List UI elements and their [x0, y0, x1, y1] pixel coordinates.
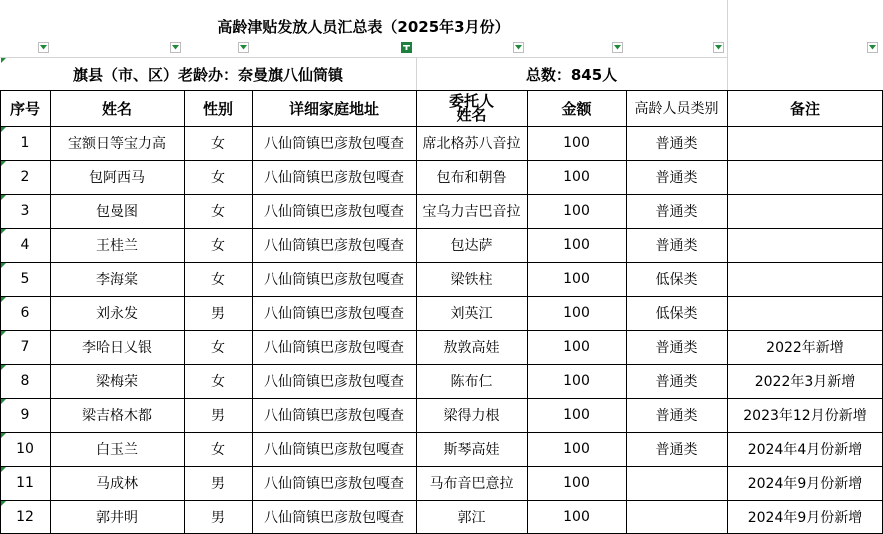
cell-seq[interactable]: 8 [20, 373, 30, 389]
cell-category[interactable] [626, 500, 727, 534]
cell-category[interactable]: 普通类 [655, 442, 698, 458]
cell-comment-marker [1, 399, 6, 404]
cell-amount[interactable]: 100 [563, 339, 590, 355]
border-line [252, 90, 253, 533]
cell-comment-marker [1, 467, 6, 472]
total-count: 总数：845人 [525, 65, 618, 84]
border-line [0, 262, 883, 263]
cell-address[interactable]: 八仙筒镇巴彦敖包嘎查 [264, 170, 404, 186]
border-line [184, 90, 185, 533]
cell-category[interactable]: 普通类 [655, 374, 698, 390]
cell-name[interactable]: 包阿西马 [89, 170, 145, 186]
cell-category[interactable]: 普通类 [655, 340, 698, 356]
cell-comment-marker [1, 263, 6, 268]
cell-name[interactable]: 刘永发 [96, 306, 138, 322]
header-name[interactable]: 姓名 [101, 99, 132, 118]
border-line [0, 364, 883, 365]
border-line [50, 90, 51, 533]
filter-dropdown-gender[interactable] [238, 42, 249, 53]
cell-agent[interactable]: 马布音巴意拉 [429, 476, 514, 492]
cell-agent[interactable]: 包达萨 [450, 238, 493, 254]
cell-comment-marker [1, 195, 6, 200]
cell-agent[interactable]: 郭江 [457, 510, 486, 526]
cell-remark[interactable] [727, 126, 883, 160]
cell-gender[interactable]: 男 [211, 476, 225, 492]
cell-agent[interactable]: 刘英江 [450, 306, 493, 322]
border-line [0, 126, 883, 127]
border-line [0, 330, 883, 331]
cell-amount[interactable]: 100 [563, 373, 590, 389]
cell-seq[interactable]: 2 [20, 169, 30, 185]
cell-seq[interactable]: 3 [20, 203, 30, 219]
cell-address[interactable]: 八仙筒镇巴彦敖包嘎查 [264, 476, 404, 492]
cell-remark[interactable] [727, 262, 883, 296]
header-seq[interactable]: 序号 [9, 99, 40, 118]
border-line [727, 90, 728, 533]
cell-address[interactable]: 八仙筒镇巴彦敖包嘎查 [264, 340, 404, 356]
filter-dropdown-remark[interactable] [867, 42, 878, 53]
cell-agent[interactable]: 席北格苏八音拉 [422, 136, 521, 152]
cell-name[interactable]: 梁吉格木都 [82, 408, 152, 424]
cell-name[interactable]: 梁梅荣 [96, 374, 138, 390]
cell-seq[interactable]: 11 [16, 475, 34, 491]
cell-agent[interactable]: 宝乌力吉巴音拉 [422, 204, 521, 220]
cell-address[interactable]: 八仙筒镇巴彦敖包嘎查 [264, 374, 404, 390]
border-line [0, 228, 883, 229]
cell-seq[interactable]: 10 [16, 441, 34, 457]
header-remark[interactable]: 备注 [789, 99, 820, 118]
cell-amount[interactable]: 100 [563, 169, 590, 185]
cell-remark[interactable] [727, 296, 883, 330]
cell-name[interactable]: 马成林 [96, 476, 138, 492]
cell-category[interactable]: 低保类 [655, 306, 698, 322]
header-category[interactable]: 高龄人员类别 [634, 101, 719, 117]
cell-address[interactable]: 八仙筒镇巴彦敖包嘎查 [264, 136, 404, 152]
cell-comment-marker [1, 58, 6, 63]
filter-dropdown-name[interactable] [170, 42, 181, 53]
cell-amount[interactable]: 100 [563, 441, 590, 457]
cell-name[interactable]: 李海棠 [96, 272, 138, 288]
cell-address[interactable]: 八仙筒镇巴彦敖包嘎查 [264, 510, 404, 526]
sheet-title: 高龄津贴发放人员汇总表（2025年3月份） [217, 17, 510, 36]
cell-comment-marker [1, 331, 6, 336]
cell-remark[interactable]: 2024年4月份新增 [747, 442, 863, 458]
header-amount[interactable]: 金额 [561, 99, 592, 118]
border-line [0, 500, 883, 501]
cell-remark[interactable]: 2024年9月份新增 [747, 510, 863, 526]
cell-gender[interactable]: 女 [211, 136, 225, 152]
cell-comment-marker [1, 365, 6, 370]
cell-comment-marker [1, 433, 6, 438]
cell-category[interactable] [626, 466, 727, 500]
cell-amount[interactable]: 100 [563, 271, 590, 287]
cell-agent[interactable]: 斯琴高娃 [443, 442, 500, 458]
cell-gender[interactable]: 女 [211, 272, 225, 288]
area-label: 旗县（市、区）老龄办：奈曼旗八仙筒镇 [72, 65, 343, 84]
cell-comment-marker [1, 229, 6, 234]
border-line [626, 90, 627, 533]
cell-address[interactable]: 八仙筒镇巴彦敖包嘎查 [264, 306, 404, 322]
cell-seq[interactable]: 12 [16, 509, 34, 525]
cell-name[interactable]: 宝额日等宝力高 [68, 136, 166, 152]
cell-seq[interactable]: 4 [20, 237, 30, 253]
cell-gender[interactable]: 男 [211, 510, 225, 526]
cell-seq[interactable]: 1 [20, 135, 30, 151]
cell-agent[interactable]: 陈布仁 [450, 374, 493, 390]
border-line [527, 90, 528, 533]
cell-address[interactable]: 八仙筒镇巴彦敖包嘎查 [264, 238, 404, 254]
cell-amount[interactable]: 100 [563, 203, 590, 219]
cell-comment-marker [1, 127, 6, 132]
cell-remark[interactable]: 2023年12月份新增 [743, 408, 867, 424]
filter-dropdown-seq[interactable] [38, 42, 49, 53]
cell-seq[interactable]: 7 [20, 339, 30, 355]
border-line [0, 398, 883, 399]
cell-agent[interactable]: 包布和朝鲁 [436, 170, 507, 186]
cell-name[interactable]: 王桂兰 [96, 238, 138, 254]
border-line [0, 160, 883, 161]
filter-dropdown-amount[interactable] [612, 42, 623, 53]
cell-agent[interactable]: 梁得力根 [443, 408, 500, 424]
header-agent-line1: 委托人 [448, 92, 494, 110]
cell-address[interactable]: 八仙筒镇巴彦敖包嘎查 [264, 204, 404, 220]
cell-comment-marker [1, 297, 6, 302]
cell-category[interactable]: 普通类 [655, 408, 698, 424]
border-line [0, 90, 1, 533]
header-address[interactable]: 详细家庭地址 [288, 99, 379, 118]
border-line [0, 296, 883, 297]
border-line [416, 90, 417, 533]
cell-address[interactable]: 八仙筒镇巴彦敖包嘎查 [264, 272, 404, 288]
cell-comment-marker [1, 161, 6, 166]
cell-gender[interactable]: 女 [211, 442, 225, 458]
cell-amount[interactable]: 100 [563, 407, 590, 423]
cell-gender[interactable]: 男 [211, 306, 225, 322]
cell-gender[interactable]: 女 [211, 204, 225, 220]
cell-amount[interactable]: 100 [563, 509, 590, 525]
cell-category[interactable]: 普通类 [655, 204, 698, 220]
cell-gender[interactable]: 女 [211, 238, 225, 254]
cell-remark[interactable]: 2022年新增 [766, 340, 844, 356]
cell-gender[interactable]: 男 [211, 408, 225, 424]
cell-address[interactable]: 八仙筒镇巴彦敖包嘎查 [264, 408, 404, 424]
border-line [0, 432, 883, 433]
cell-amount[interactable]: 100 [563, 305, 590, 321]
cell-name[interactable]: 郭井明 [96, 510, 138, 526]
cell-name[interactable]: 白玉兰 [96, 442, 138, 458]
cell-seq[interactable]: 6 [20, 305, 30, 321]
cell-name[interactable]: 李哈日乂银 [82, 340, 152, 356]
cell-category[interactable]: 普通类 [655, 136, 698, 152]
filter-dropdown-category[interactable] [713, 42, 724, 53]
cell-gender[interactable]: 女 [211, 340, 225, 356]
header-agent[interactable] [416, 90, 527, 126]
cell-amount[interactable]: 100 [563, 135, 590, 151]
cell-remark[interactable] [727, 194, 883, 228]
border-line [0, 194, 883, 195]
cell-remark[interactable] [727, 160, 883, 194]
filter-dropdown-agent[interactable] [513, 42, 524, 53]
cell-gender[interactable]: 女 [211, 374, 225, 390]
cell-agent[interactable]: 敖敦高娃 [443, 340, 500, 356]
cell-amount[interactable]: 100 [563, 237, 590, 253]
cell-agent[interactable]: 梁铁柱 [450, 272, 493, 288]
cell-comment-marker [1, 501, 6, 506]
cell-remark[interactable]: 2022年3月新增 [754, 374, 856, 390]
cell-remark[interactable]: 2024年9月份新增 [747, 476, 863, 492]
cell-remark[interactable] [727, 228, 883, 262]
cell-address[interactable]: 八仙筒镇巴彦敖包嘎查 [264, 442, 404, 458]
filter-active-address-icon[interactable] [401, 42, 412, 53]
cell-seq[interactable]: 9 [20, 407, 30, 423]
border-line [0, 466, 883, 467]
cell-seq[interactable]: 5 [20, 271, 30, 287]
border-line [0, 90, 883, 91]
header-gender[interactable]: 性别 [202, 99, 233, 118]
cell-category[interactable]: 低保类 [655, 272, 698, 288]
cell-name[interactable]: 包曼图 [96, 204, 138, 220]
header-agent-line2: 姓名 [456, 106, 487, 124]
cell-category[interactable]: 普通类 [655, 238, 698, 254]
cell-category[interactable]: 普通类 [655, 170, 698, 186]
cell-amount[interactable]: 100 [563, 475, 590, 491]
cell-gender[interactable]: 女 [211, 170, 225, 186]
